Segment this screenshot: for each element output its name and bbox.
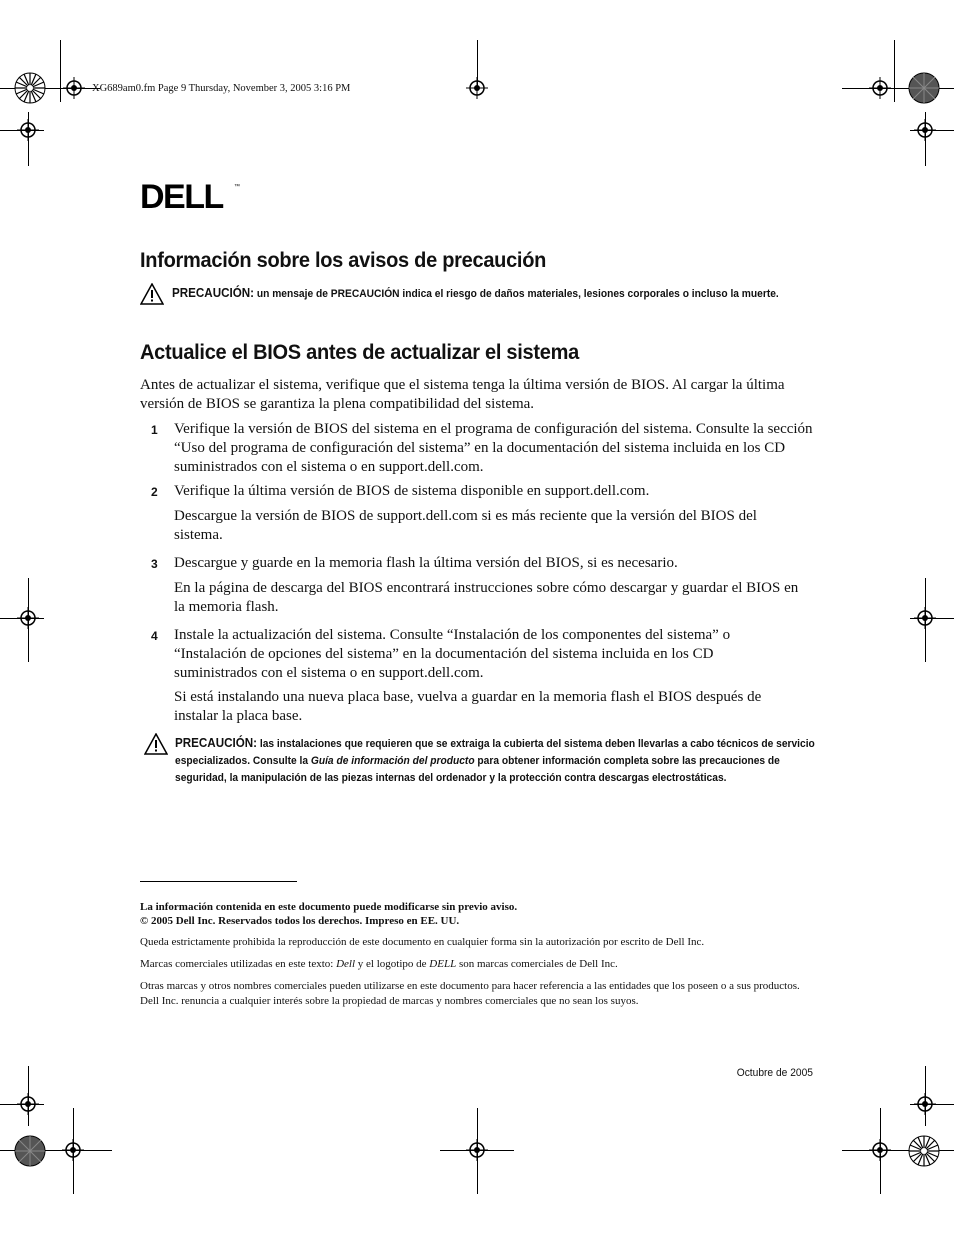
registration-mark-icon	[914, 1093, 936, 1115]
step-number: 1	[151, 423, 158, 437]
registration-mark-icon	[62, 1139, 84, 1161]
footer-notice: La información contenida en este documento puede modificarse sin previo aviso.	[140, 901, 518, 913]
section-title-warnings: Información sobre los avisos de precaución	[140, 248, 547, 272]
footer-reproduction: Queda estrictamente prohibida la reproducción de este documento en cualquier forma sin la autorización por escrito de Dell Inc.	[140, 936, 705, 948]
caution-label: PRECAUCIÓN:	[172, 286, 255, 300]
step-3-detail: En la página de descarga del BIOS encontrará instrucciones sobre cómo descargar y guardar el BIOS en la memoria flash.	[174, 580, 799, 615]
caution-text: un mensaje de PRECAUCIÓN indica el riesgo de daños materiales, lesiones corporales o incluso la muerte.	[254, 288, 779, 300]
star-target-icon	[14, 72, 46, 104]
registration-mark-icon	[869, 77, 891, 99]
product-guide-title: Guía de información del producto	[310, 755, 475, 767]
support-link[interactable]: support.dell.com	[378, 459, 480, 475]
footer-copyright: © 2005 Dell Inc. Reservados todos los derechos. Impreso en EE. UU.	[140, 915, 460, 927]
registration-mark-icon	[63, 77, 85, 99]
file-slug: XG689am0.fm Page 9 Thursday, November 3, 2005 3:16 PM	[92, 83, 351, 94]
warning-triangle-icon	[144, 733, 168, 755]
dell-logo	[140, 178, 248, 212]
svg-text:™: ™	[234, 184, 240, 190]
support-link[interactable]: support.dell.com	[378, 665, 480, 681]
registration-mark-icon	[17, 607, 39, 629]
registration-mark-icon	[466, 1139, 488, 1161]
step-4-text: Instale la actualización del sistema. Consulte “Instalación de los componentes del sistema” o “Instalación de opciones del sistema” en la documentación del sistema incluida en los CD suministrados con el sistema o en support.dell.com.	[174, 627, 731, 681]
footer-trademarks: Marcas comerciales utilizadas en este texto: Dell y el logotipo de DELL son marcas comerciales de Dell Inc.	[140, 958, 618, 970]
caution-note-1	[172, 285, 814, 303]
intro-paragraph: Antes de actualizar el sistema, verifique que el sistema tenga la última versión de BIOS. Al cargar la última versión de BIOS se garantiza la plena compatibilidad del sistema.	[140, 377, 785, 412]
step-1-text: Verifique la versión de BIOS del sistema en el programa de configuración del sistema. Consulte la sección “Uso del programa de configuración del sistema” en la documentación del sistema incluida en los CD suministrados con el sistema o en support.dell.com.	[174, 421, 813, 475]
registration-mark-icon	[17, 1093, 39, 1115]
section-title-bios: Actualice el BIOS antes de actualizar el sistema	[140, 340, 579, 364]
footer-divider	[140, 881, 297, 882]
step-number: 2	[151, 485, 158, 499]
star-target-icon	[908, 1135, 940, 1167]
publication-date: Octubre de 2005	[736, 1067, 813, 1079]
registration-mark-icon	[17, 119, 39, 141]
step-number: 3	[151, 557, 158, 571]
step-3-text: Descargue y guarde en la memoria flash la última versión del BIOS, si es necesario.	[174, 555, 678, 571]
footer-other-marks: Otras marcas y otros nombres comerciales pueden utilizarse en este documento para hacer referencia a las entidades que los poseen o a sus productos. Dell Inc. renuncia a cualquier interés sobre la propiedad de marcas y nombres comerciales que no sean los suyos.	[140, 980, 800, 1007]
support-link[interactable]: support.dell.com	[544, 483, 646, 499]
caution-label: PRECAUCIÓN:	[175, 736, 258, 750]
support-link[interactable]: support.dell.com	[377, 508, 478, 524]
registration-mark-icon	[914, 119, 936, 141]
step-4-detail: Si está instalando una nueva placa base, vuelva a guardar en la memoria flash el BIOS después de instalar la placa base.	[174, 689, 762, 724]
step-2-text: Verifique la última versión de BIOS de sistema disponible en support.dell.com.	[174, 483, 650, 499]
svg-text:DELL: DELL	[140, 178, 223, 212]
registration-mark-icon	[466, 77, 488, 99]
gray-target-icon	[908, 72, 940, 104]
caution-note-2: PRECAUCIÓN: las instalaciones que requieren que se extraiga la cubierta del sistema deben llevarlas a cabo técnicos de servicio especializados. Consulte la Guía de información del producto para obtener información completa sobre las precauciones de seguridad, la manipulación de las piezas internas del ordenador y la protección contra descargas electrostáticas.	[175, 736, 815, 784]
warning-triangle-icon	[140, 283, 164, 305]
gray-target-icon	[14, 1135, 46, 1167]
registration-mark-icon	[914, 607, 936, 629]
registration-mark-icon	[869, 1139, 891, 1161]
step-2-detail: Descargue la versión de BIOS de support.dell.com si es más reciente que la versión del BIOS del sistema.	[174, 508, 757, 543]
step-number: 4	[151, 629, 158, 643]
